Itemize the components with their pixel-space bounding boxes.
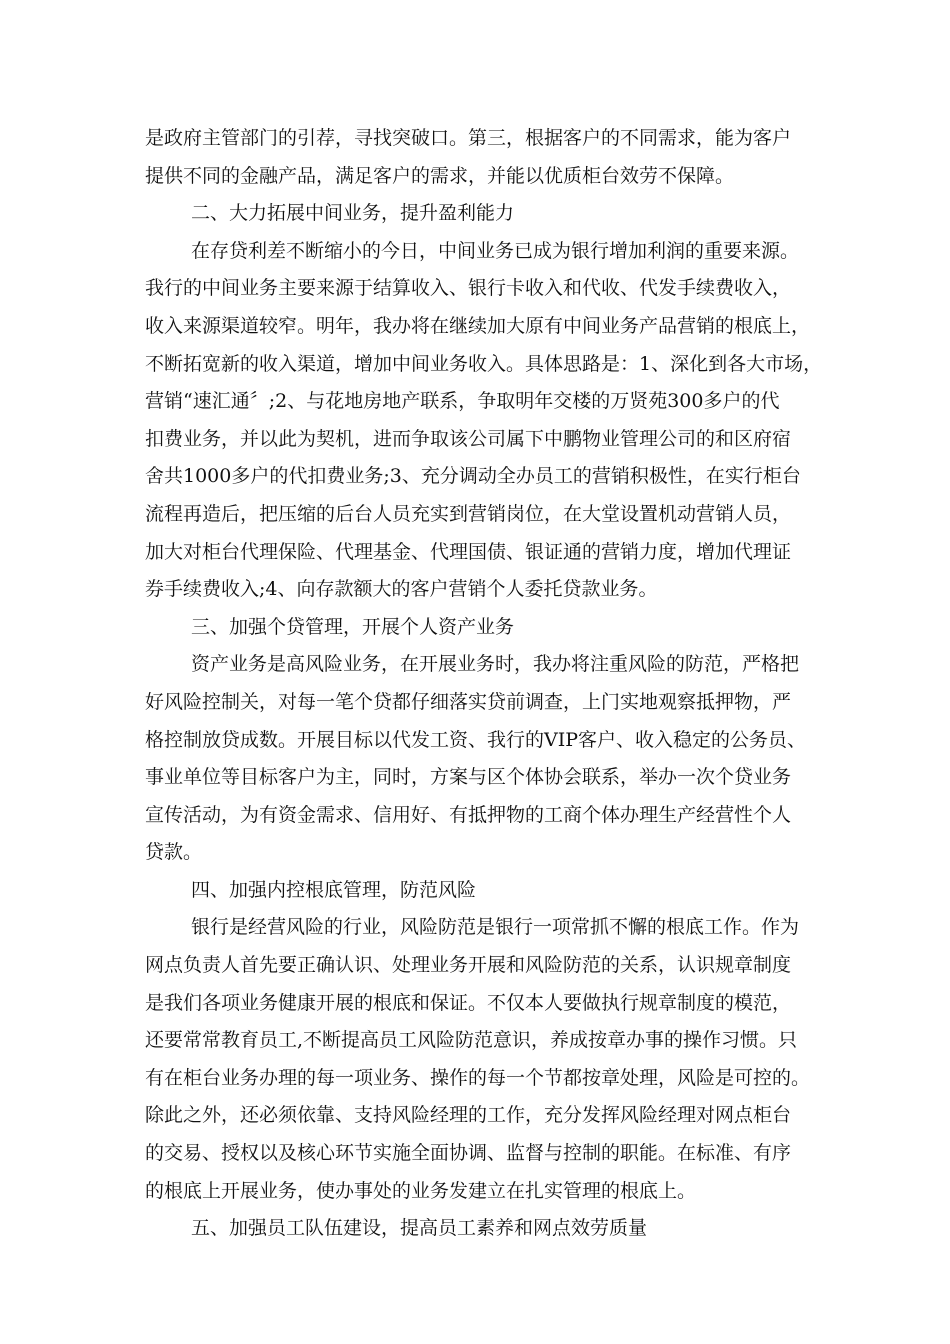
section-heading: 三、加强个贷管理，开展个人资产业务 xyxy=(191,615,515,638)
section-heading: 二、大力拓展中间业务，提升盈利能力 xyxy=(191,202,515,225)
paragraph-line: 格控制放贷成数。开展目标以代发工资、我行的VIP客户、收入稳定的公务员、 xyxy=(145,728,807,751)
paragraph-line: 的根底上开展业务，使办事处的业务发建立在扎实管理的根底上。 xyxy=(145,1179,697,1202)
paragraph-line: 在存贷利差不断缩小的今日，中间业务已成为银行增加利润的重要来源。 xyxy=(191,239,800,262)
paragraph-line: 网点负责人首先要正确认识、处理业务开展和风险防范的关系，认识规章制度 xyxy=(145,954,792,977)
paragraph-line: 还要常常教育员工,不断提高员工风险防范意识，养成按章办事的操作习惯。只 xyxy=(145,1029,798,1052)
paragraph-line: 不断拓宽新的收入渠道，增加中间业务收入。具体思路是：1、深化到各大市场， xyxy=(145,352,823,375)
paragraph-line: 有在柜台业务办理的每一项业务、操作的每一个节都按章处理，风险是可控的。 xyxy=(145,1066,811,1089)
paragraph-line: 除此之外，还必须依靠、支持风险经理的工作，充分发挥风险经理对网点柜台 xyxy=(145,1104,792,1127)
paragraph-line: 是政府主管部门的引荐，寻找突破口。第三，根据客户的不同需求，能为客户 xyxy=(145,127,792,149)
paragraph-line: 扣费业务，并以此为契机，进而争取该公司属下中鹏物业管理公司的和区府宿 xyxy=(145,427,792,450)
paragraph-line: 我行的中间业务主要来源于结算收入、银行卡收入和代收、代发手续费收入， xyxy=(145,277,792,300)
paragraph-line: 流程再造后，把压缩的后台人员充实到营销岗位，在大堂设置机动营销人员， xyxy=(145,502,792,525)
section-heading: 五、加强员工队伍建设，提高员工素养和网点效劳质量 xyxy=(191,1217,648,1240)
paragraph-line: 的交易、授权以及核心环节实施全面协调、监督与控制的职能。在标准、有序 xyxy=(145,1142,792,1165)
paragraph-line: 好风险控制关，对每一笔个贷都仔细落实贷前调查，上门实地观察抵押物，严 xyxy=(145,690,792,713)
paragraph-line: 资产业务是高风险业务，在开展业务时，我办将注重风险的防范，严格把 xyxy=(191,653,800,676)
paragraph-line: 是我们各项业务健康开展的根底和保证。不仅本人要做执行规章制度的模范， xyxy=(145,991,792,1014)
paragraph-line: 事业单位等目标客户为主，同时，方案与区个体协会联系，举办一次个贷业务 xyxy=(145,766,792,789)
paragraph-line: 贷款。 xyxy=(145,841,203,864)
paragraph-line: 券手续费收入;4、向存款额大的客户营销个人委托贷款业务。 xyxy=(145,578,658,601)
paragraph-line: 加大对柜台代理保险、代理基金、代理国债、银证通的营销力度，增加代理证 xyxy=(145,540,792,563)
paragraph-line: 银行是经营风险的行业，风险防范是银行一项常抓不懈的根底工作。作为 xyxy=(191,916,800,939)
document-body xyxy=(145,120,823,1248)
paragraph-line: 收入来源渠道较窄。明年，我办将在继续加大原有中间业务产品营销的根底上， xyxy=(145,314,811,337)
section-heading: 四、加强内控根底管理，防范风险 xyxy=(191,878,477,901)
paragraph-line: 营销“速汇通〞;2、与花地房地产联系，争取明年交楼的万贤苑300多户的代 xyxy=(145,390,780,413)
paragraph-line: 提供不同的金融产品，满足客户的需求，并能以优质柜台效劳不保障。 xyxy=(145,164,735,187)
paragraph-line: 舍共1000多户的代扣费业务;3、充分调动全办员工的营销积极性，在实行柜台 xyxy=(145,465,801,488)
paragraph-line: 宣传活动，为有资金需求、信用好、有抵押物的工商个体办理生产经营性个人 xyxy=(145,803,792,826)
